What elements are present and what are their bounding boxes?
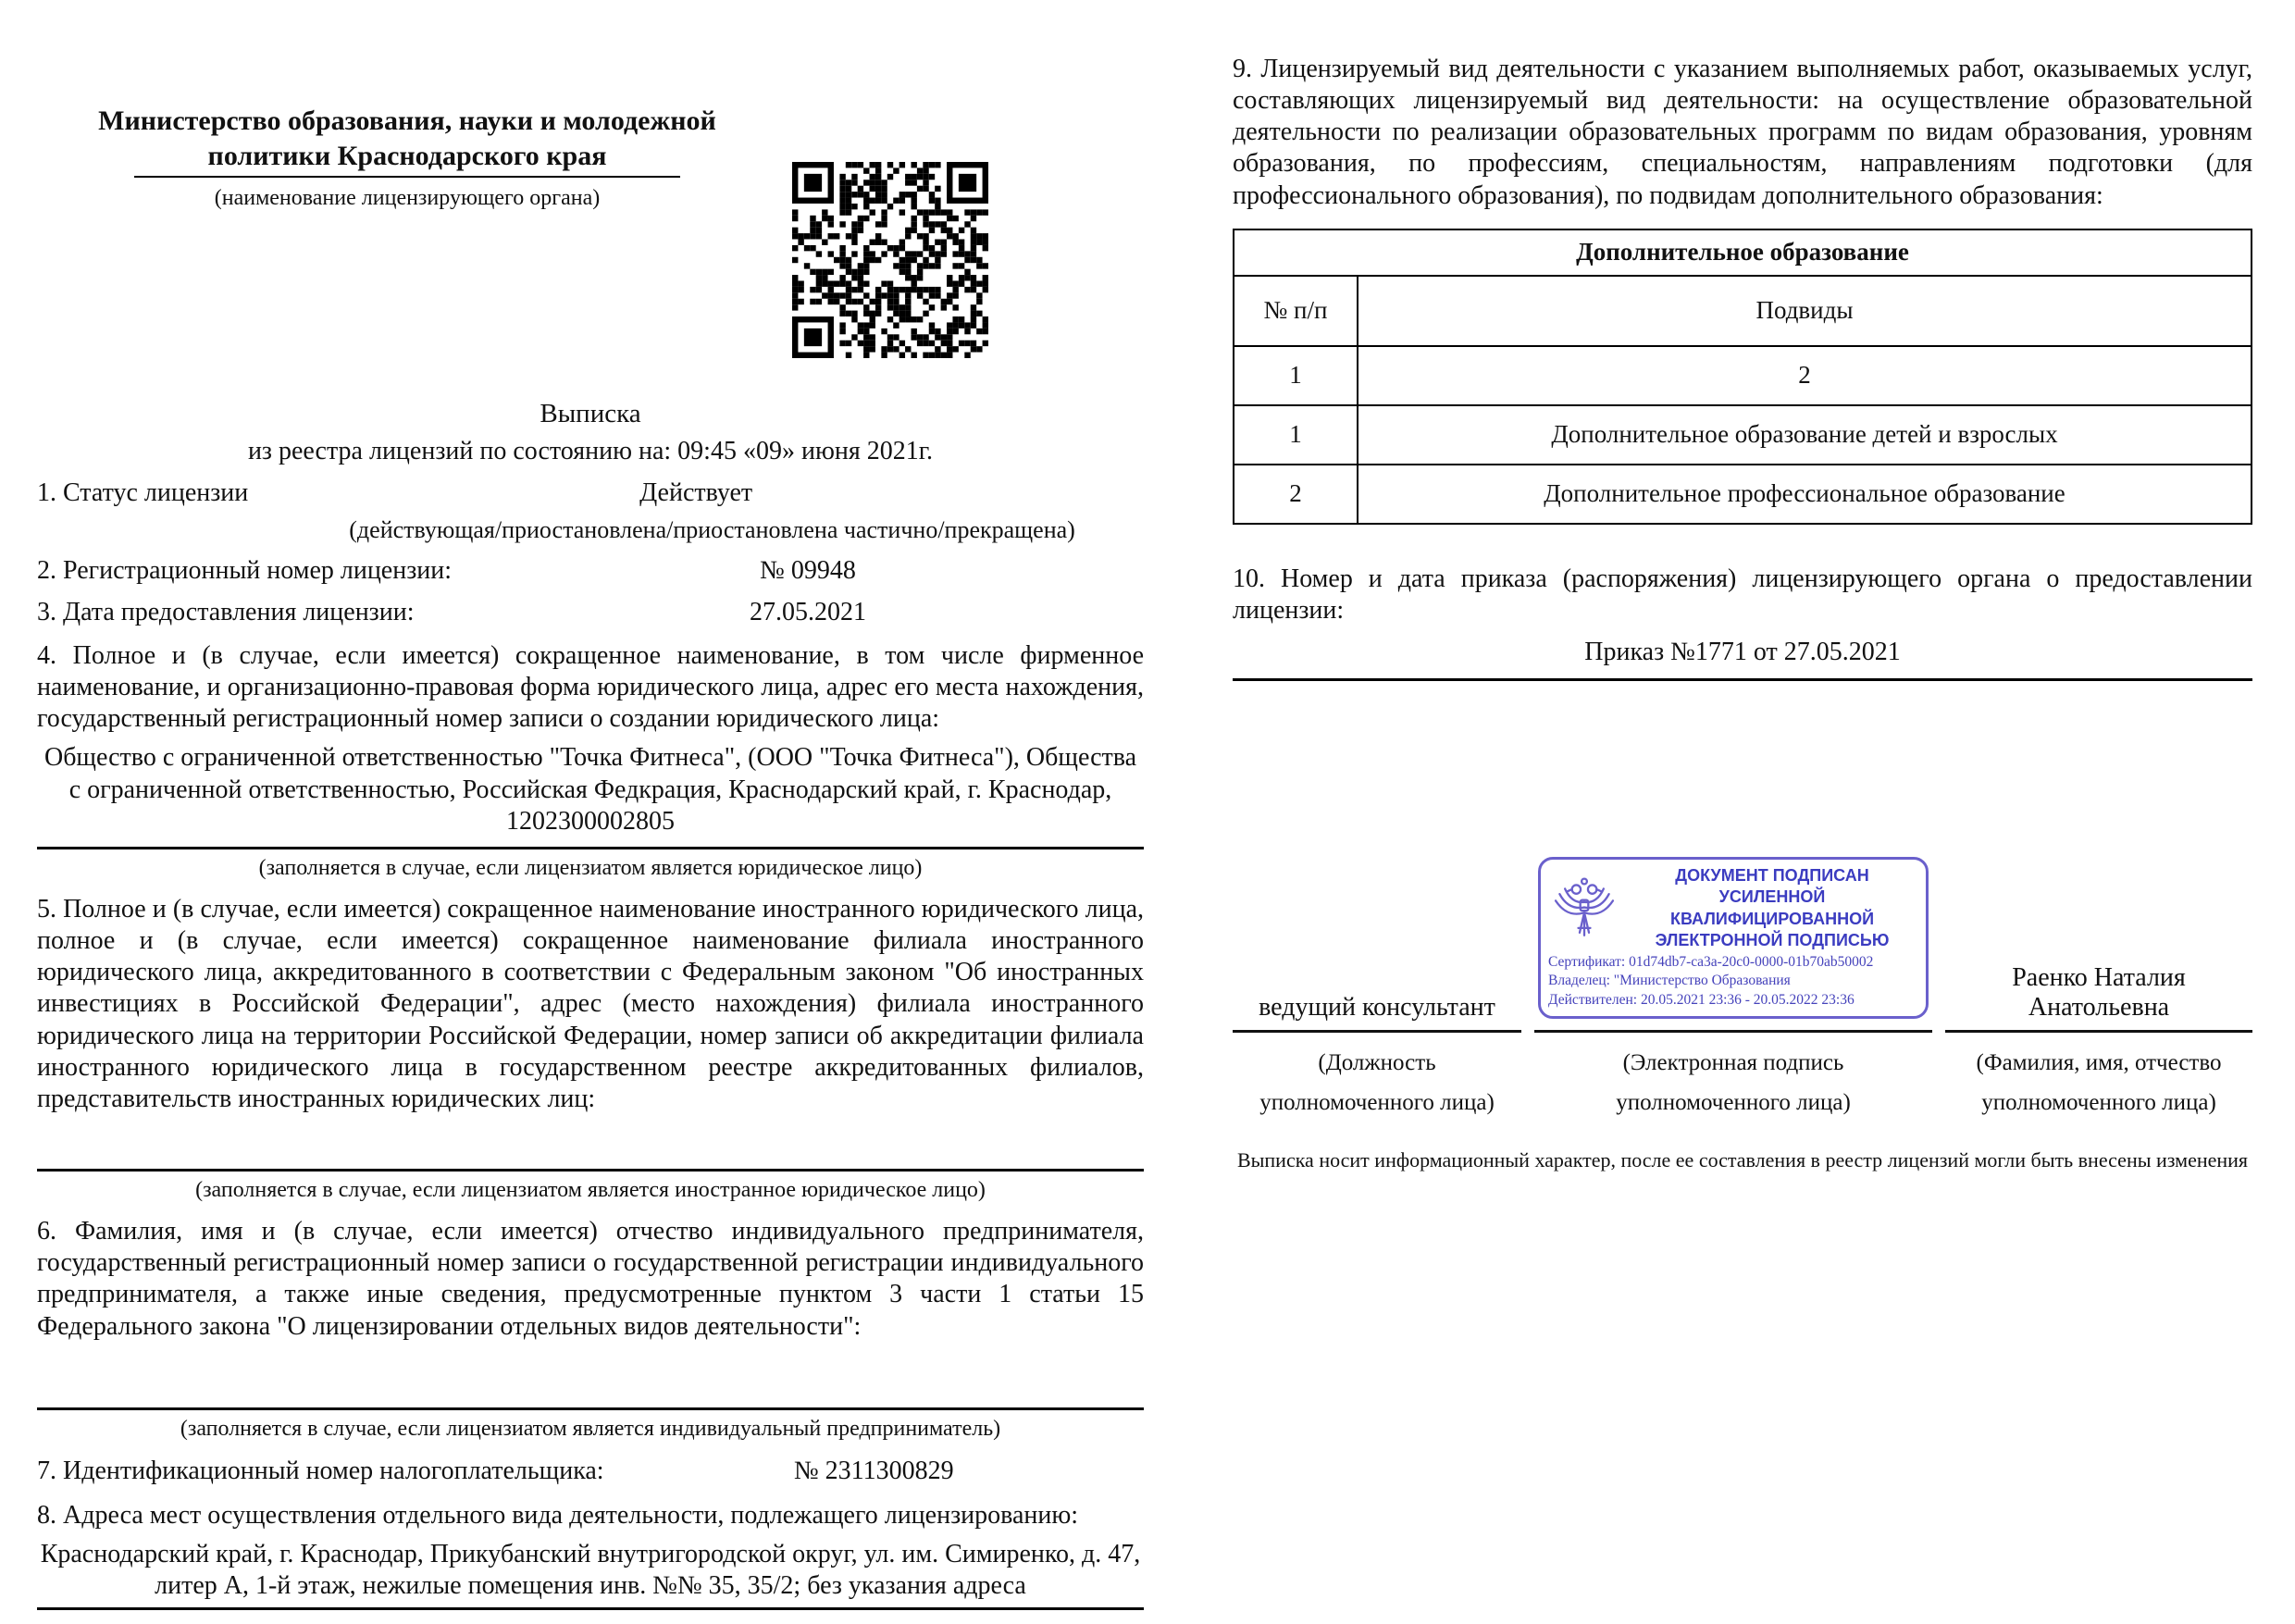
document-title: Выписка [540,399,641,428]
license-status-label: 1. Статус лицензии [37,478,249,507]
stamp-validity: Действителен: 20.05.2021 23:36 - 20.05.2022 23:36 [1548,991,1855,1008]
stamp-owner: Владелец: "Министерство Образования [1548,973,1791,989]
license-status-caption: (действующая/приостановлена/приостановлена частично/прекращена) [349,516,1075,543]
signer-position: ведущий консультант [1233,993,1521,1033]
field-5-rule [37,1169,1144,1172]
field-5-empty-value [37,1115,1144,1159]
stamp-title-line1: ДОКУМЕНТ ПОДПИСАН [1675,866,1869,886]
name-caption: (Фамилия, имя, отчество уполномоченного лица) [1976,1050,2222,1115]
field-6-text: 6. Фамилия, имя и (в случае, если имеется) отчество индивидуального предпринимателя, государственный регистрационный номер записи о государственной регистрации индивидуального предпринимателя, а также иные сведения, предусмотренные пунктом 3 части 1 статьи 15 Федерального закона "О лицензировании отдельных видов деятельности": [37,1217,1144,1341]
electronic-signature-cell [1534,857,1932,1033]
page-left [37,28,1144,1610]
license-date-value: 27.05.2021 [750,598,866,626]
table-cell-subtype: Дополнительное профессиональное образование [1358,465,2252,524]
qr-code [792,162,988,358]
table-row [1234,465,2252,524]
licensing-authority-name: Министерство образования, науки и молодежной политики Краснодарского края [98,105,716,171]
field-6-empty-value [37,1343,1144,1398]
table-row [1234,346,2252,405]
stamp-certificate: Сертификат: 01d74db7-ca3a-20c0-0000-01b70ab50002 [1548,953,1874,970]
table-col-num-header: № п/п [1234,276,1358,346]
coat-of-arms-icon [1548,875,1620,942]
field-10-rule [1233,678,2252,681]
field-8-value: Краснодарский край, г. Краснодар, Прикубанский внутригородской округ, ул. им. Симиренко, д. 47, литер А, 1-й этаж, нежилые помещения инв. №№ 35, 35/2; без указания адреса [40,1539,1141,1600]
field-4-value: Общество с ограниченной ответственностью "Точка Фитнеса", (ООО "Точка Фитнеса"), Общества с ограниченной ответственностью, Российская Федкрация, Краснодарский край, г. Краснодар, 1202300002805 [43,743,1137,836]
table-cell-num: 1 [1234,405,1358,465]
field-5-text: 5. Полное и (в случае, если имеется) сокращенное наименование иностранного юридического лица, полное и (в случае, если имеется) сокращенное наименование филиала иностранного юридического лица, аккредитованного в соответствии с Федеральным законом "Об иностранных инвестициях в Российской Федерации", адрес (место нахождения) филиала иностранного юридического лица на территории Российской Федерации, номер записи об аккредитации филиала иностранного юридического лица в государственном реестре аккредитованных филиалов, представительств иностранных юридических лиц: [37,894,1144,1113]
esignature-caption: (Электронная подпись уполномоченного лица) [1616,1050,1851,1115]
stamp-title-line2: УСИЛЕННОЙ КВАЛИФИЦИРОВАННОЙ [1669,887,1875,928]
table-col-subtypes-header: Подвиды [1358,276,2252,346]
table-cell-num: 2 [1234,465,1358,524]
field-license-date [37,598,1144,627]
registration-number-value: № 09948 [760,556,856,585]
table-cell-num: 1 [1234,346,1358,405]
signature-block [1233,857,2252,1033]
position-caption: (Должность уполномоченного лица) [1259,1050,1495,1115]
table-cell-subtype: 2 [1358,346,2252,405]
document-header [37,104,1144,367]
page-right [1233,28,2252,1172]
taxpayer-id-value: № 2311300829 [793,1456,954,1485]
field-5-caption: (заполняется в случае, если лицензиатом является иностранное юридическое лицо) [195,1178,986,1203]
stamp-header [1548,865,1917,952]
authority-caption: (наименование лицензирующего органа) [214,186,601,210]
authority-underline [134,176,680,178]
field-8-rule [37,1607,1144,1610]
subtypes-table [1233,229,2252,525]
taxpayer-id-label: 7. Идентификационный номер налогоплательщика: [37,1456,604,1485]
stamp-title [1628,865,1917,952]
field-4-rule [37,847,1144,849]
license-status-value: Действует [639,478,753,507]
informational-footnote: Выписка носит информационный характер, после ее составления в реестр лицензий могли быть внесены изменения [1236,1148,2249,1172]
field-10-value: Приказ №1771 от 27.05.2021 [1584,638,1901,667]
table-cell-subtype: Дополнительное образование детей и взрослых [1358,405,2252,465]
license-date-label: 3. Дата предоставления лицензии: [37,598,415,626]
stamp-details [1548,953,1917,1010]
field-license-status [37,478,1144,508]
signer-name: Раенко Наталия Анатольевна [1945,963,2252,1033]
field-9-text: 9. Лицензируемый вид деятельности с указанием выполняемых работ, оказываемых услуг, составляющих лицензируемый вид деятельности: на осуществление образовательной деятельности по реализации образовательных программ по видам образования, уровням образования, по профессиям, специальностям, направлениям подготовки (для профессионального образования), по подвидам дополнительного образования: [1233,55,2252,210]
stamp-title-line3: ЭЛЕКТРОННОЙ ПОДПИСЬЮ [1655,931,1890,950]
field-6-rule [37,1407,1144,1410]
table-title: Дополнительное образование [1234,229,2252,276]
signature-captions [1233,1044,2252,1122]
field-4-text: 4. Полное и (в случае, если имеется) сокращенное наименование, в том числе фирменное наименование, и организационно-правовая форма юридического лица, адрес его места нахождения, государственный регистрационный номер записи о создании юридического лица: [37,641,1144,734]
field-registration-number [37,556,1144,586]
field-6-caption: (заполняется в случае, если лицензиатом является индивидуальный предприниматель) [180,1416,1001,1441]
field-4-caption: (заполняется в случае, если лицензиатом является юридическое лицо) [258,855,923,880]
document-subtitle: из реестра лицензий по состоянию на: 09:45 «09» июня 2021г. [247,437,934,465]
field-10-text: 10. Номер и дата приказа (распоряжения) лицензирующего органа о предоставлении лицензии: [1233,564,2252,625]
field-taxpayer-id [37,1457,1144,1486]
registration-number-label: 2. Регистрационный номер лицензии: [37,556,453,585]
table-row [1234,405,2252,465]
signature-stamp [1538,857,1929,1019]
field-8-label: 8. Адреса мест осуществления отдельного вида деятельности, подлежащего лицензированию: [37,1500,1079,1530]
